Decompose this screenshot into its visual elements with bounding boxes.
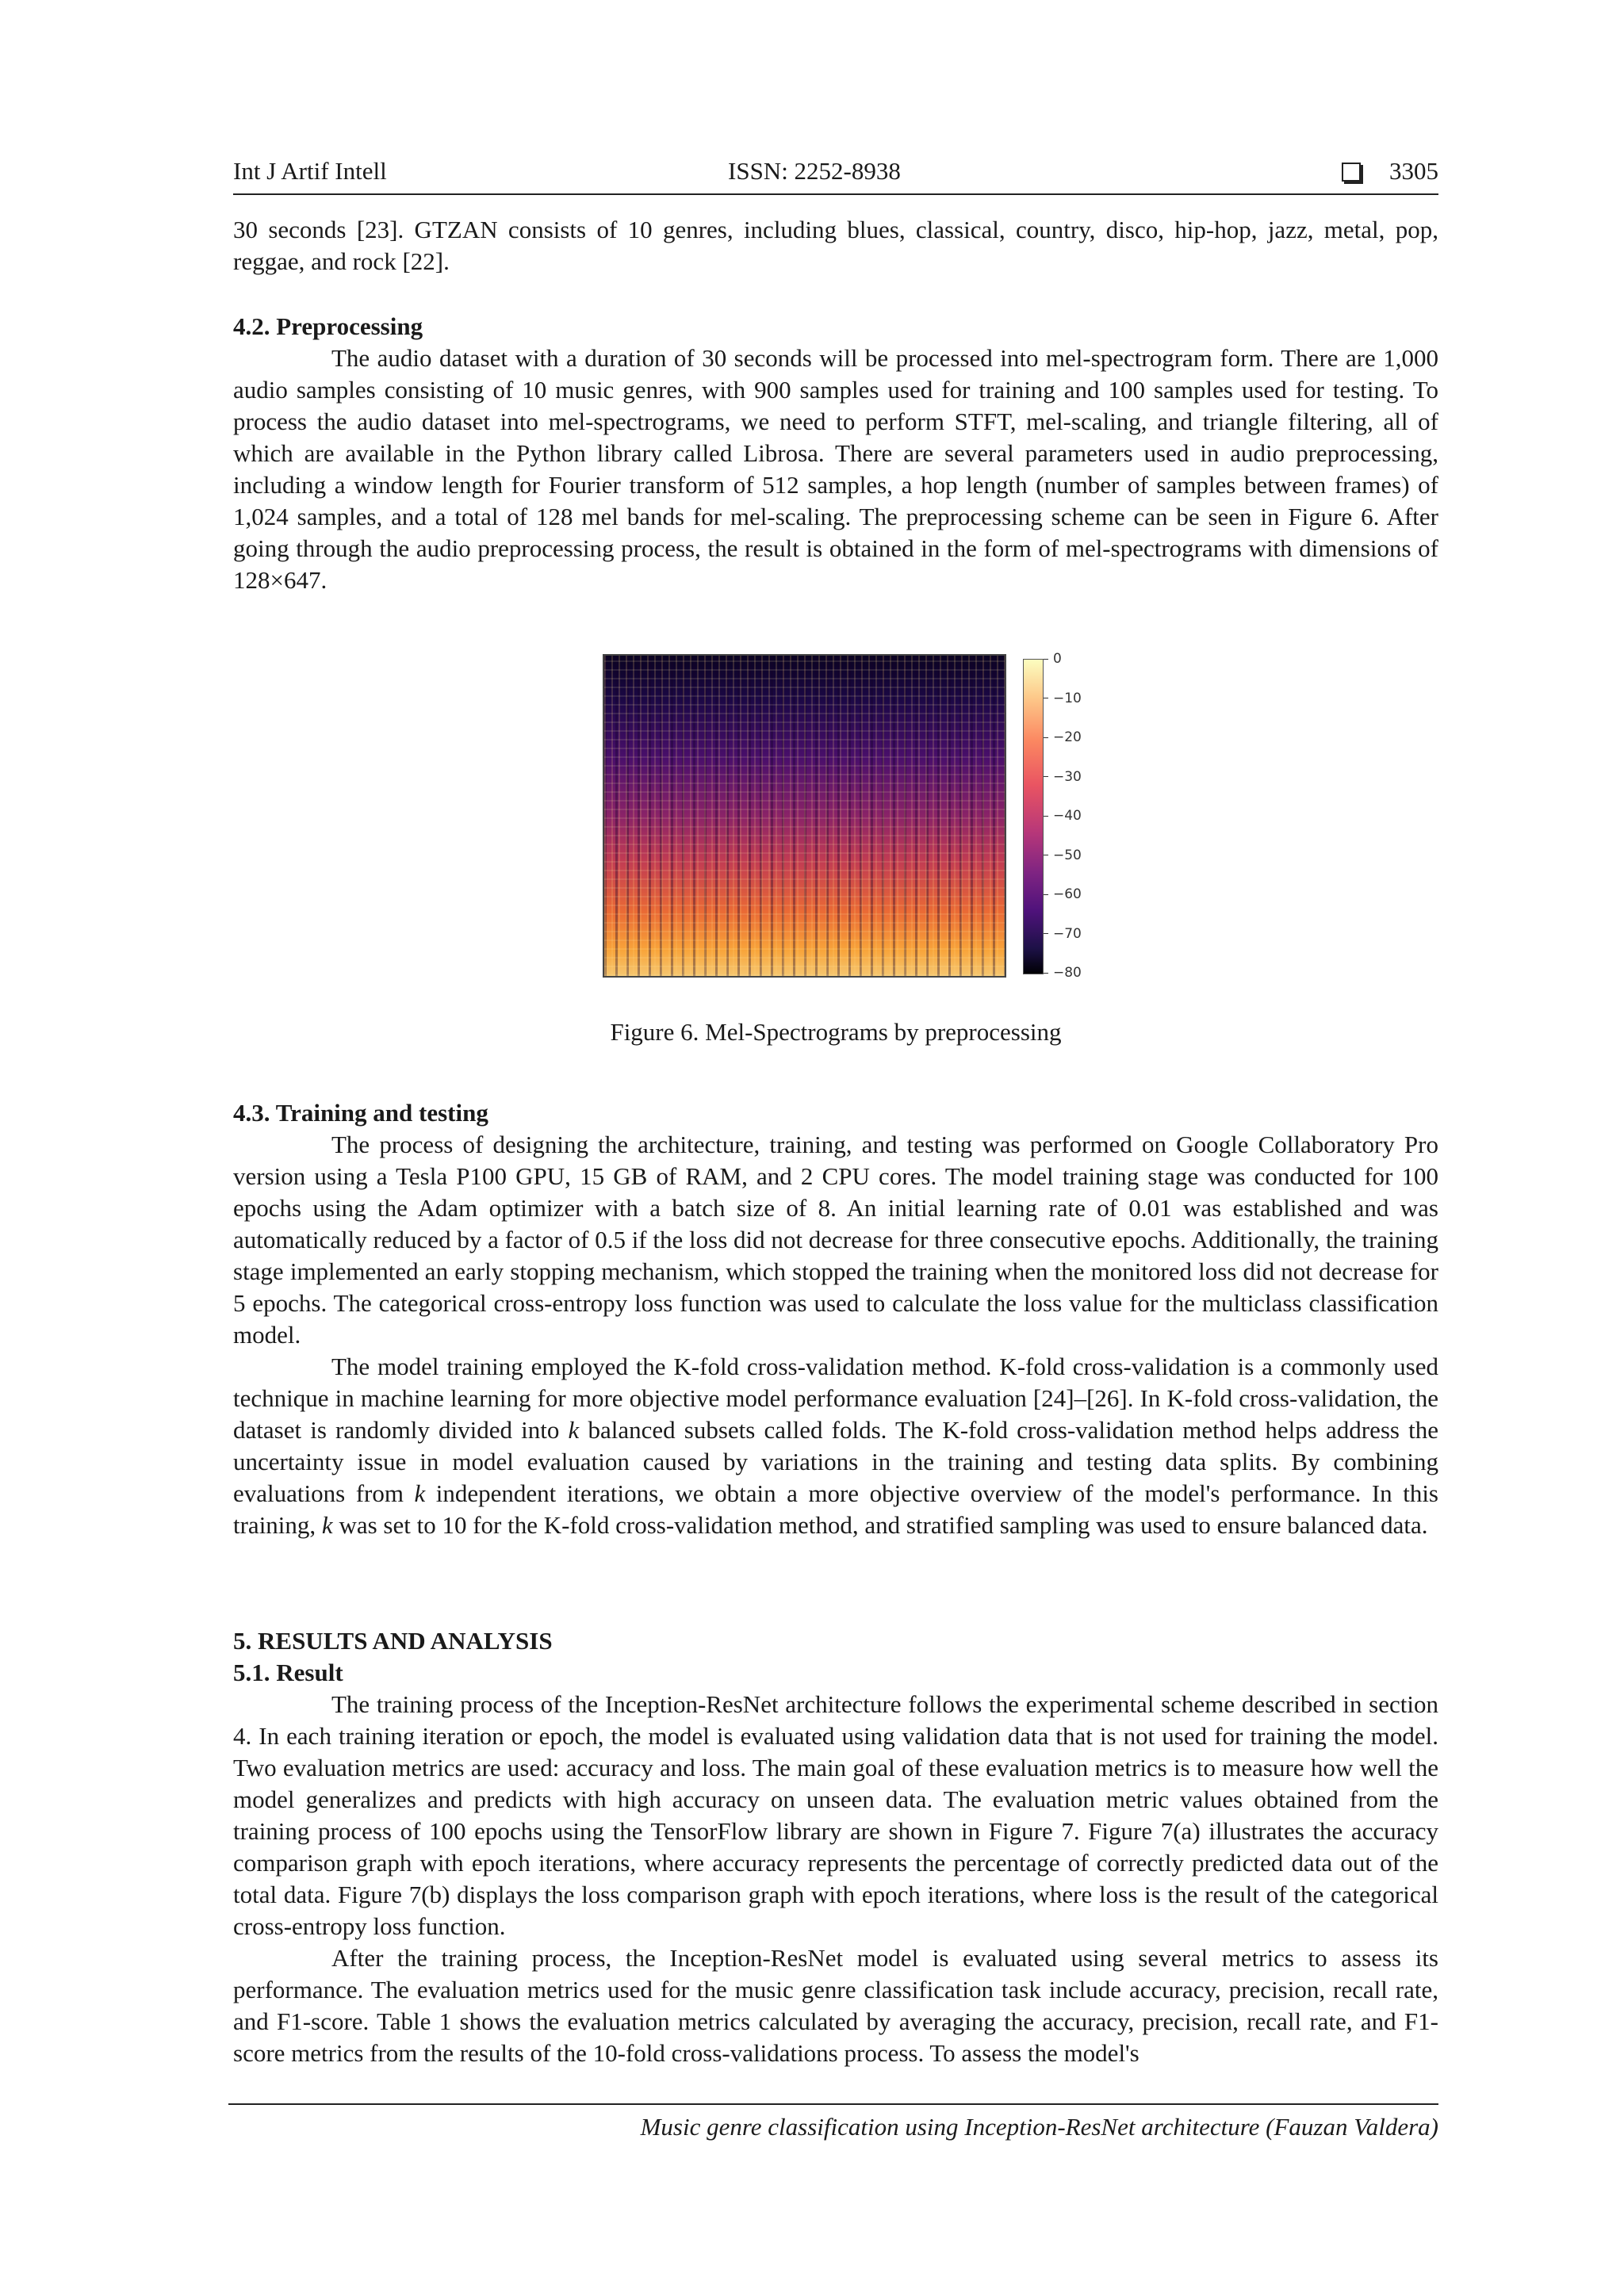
- variable-k: k: [321, 1511, 333, 1539]
- colorbar-tick-label: −50: [1044, 848, 1082, 863]
- page-number-group: [1342, 155, 1438, 187]
- section-5-heading: 5. RESULTS AND ANALYSIS: [233, 1627, 553, 1655]
- result-paragraph-2: After the training process, the Inception-ResNet model is evaluated using several metrics to assess its performance. The evaluation metrics used for the music genre classification task include accuracy, precision, recall rate, and F1-score. Table 1 shows the evaluation metrics calculated by averaging the accuracy, precision, recall rate, and F1-score metrics from the results of the 10-fold cross-validations process. To assess the model's: [233, 1944, 1438, 2067]
- preprocessing-paragraph: The audio dataset with a duration of 30 seconds will be processed into mel-spectrogram form. There are 1,000 audio samples consisting of 10 music genres, with 900 samples used for training and 100 samples used for testing. To process the audio dataset into mel-spectrograms, we need to perform STFT, mel-scaling, and triangle filtering, all of which are available in the Python library called Librosa. There are several parameters used in audio preprocessing, including a window length for Fourier transform of 512 samples, a hop length (number of samples between frames) of 1,024 samples, and a total of 128 mel bands for mel-scaling. The preprocessing scheme can be seen in Figure 6. After going through the audio preprocessing process, the result is obtained in the form of mel-spectrograms with dimensions of 128×647.: [233, 344, 1438, 594]
- colorbar-tick-label: −30: [1044, 769, 1082, 785]
- colorbar: [1023, 659, 1044, 974]
- variable-k: k: [568, 1416, 580, 1444]
- colorbar-tick-label: −40: [1044, 808, 1082, 824]
- colorbar-tick-label: −70: [1044, 926, 1082, 942]
- figure-6: [603, 651, 1110, 987]
- colorbar-tick-label: −20: [1044, 729, 1082, 745]
- section-4-2-heading: 4.2. Preprocessing: [233, 312, 423, 340]
- section-5-1-body: [233, 1689, 1438, 2069]
- spectrogram-texture: [604, 656, 1005, 976]
- running-header: [233, 155, 1438, 195]
- issn: ISSN: 2252-8938: [728, 157, 901, 185]
- intro-paragraph: [233, 214, 1438, 277]
- section-4-3-body: [233, 1129, 1438, 1541]
- mel-spectrogram-image: [603, 654, 1006, 978]
- journal-name: Int J Artif Intell: [233, 157, 387, 185]
- page-number: 3305: [1389, 157, 1438, 185]
- running-footer: Music genre classification using Inception-ResNet architecture (Fauzan Valdera): [228, 2103, 1438, 2143]
- variable-k: k: [414, 1479, 426, 1507]
- intro-text: 30 seconds [23]. GTZAN consists of 10 genres, including blues, classical, country, disco, hip-hop, jazz, metal, pop, reggae, and rock [22].: [233, 216, 1438, 275]
- section-4-3-heading: 4.3. Training and testing: [233, 1099, 488, 1127]
- training-paragraph-2: The model training employed the K-fold cross-validation method. K-fold cross-validation is a commonly used technique in machine learning for more objective model performance evaluation [24]–[26]. In K-fold cross-validation, the dataset is randomly divided into k balanced subsets called folds. The K-fold cross-validation method helps address the uncertainty issue in model evaluation caused by variations in the training and testing data splits. By combining evaluations from k independent iterations, we obtain a more objective overview of the model's performance. In this training, k was set to 10 for the K-fold cross-validation method, and stratified sampling was used to ensure balanced data.: [233, 1353, 1438, 1539]
- colorbar-tick-label: −60: [1044, 886, 1082, 902]
- checkbox-square-icon: [1342, 163, 1361, 182]
- figure-6-caption: Figure 6. Mel-Spectrograms by preprocessing: [610, 1018, 1062, 1046]
- section-5-1-heading: 5.1. Result: [233, 1659, 343, 1686]
- training-paragraph-1: The process of designing the architecture, training, and testing was performed on Google Collaboratory Pro version using a Tesla P100 GPU, 15 GB of RAM, and 2 CPU cores. The model training stage was conducted for 100 epochs using the Adam optimizer with a batch size of 8. An initial learning rate of 0.01 was established and was automatically reduced by a factor of 0.5 if the loss did not decrease for three consecutive epochs. Additionally, the training stage implemented an early stopping mechanism, which stopped the training when the monitored loss did not decrease for 5 epochs. The categorical cross-entropy loss function was used to calculate the loss value for the multiclass classification model.: [233, 1131, 1438, 1349]
- colorbar-tick-label: 0: [1044, 651, 1062, 667]
- section-4-2-body: [233, 342, 1438, 596]
- colorbar-tick-label: −80: [1044, 965, 1082, 981]
- colorbar-tick-label: −10: [1044, 691, 1082, 706]
- result-paragraph-1: The training process of the Inception-ResNet architecture follows the experimental scheme described in section 4. In each training iteration or epoch, the model is evaluated using validation data that is not used for training the model. Two evaluation metrics are used: accuracy and loss. The main goal of these evaluation metrics is to measure how well the model generalizes and predicts with high accuracy on unseen data. The evaluation metric values obtained from the training process of 100 epochs using the TensorFlow library are shown in Figure 7. Figure 7(a) illustrates the accuracy comparison graph with epoch iterations, where accuracy represents the percentage of correctly predicted data out of the total data. Figure 7(b) displays the loss comparison graph with epoch iterations, where loss is the result of the categorical cross-entropy loss function.: [233, 1690, 1438, 1940]
